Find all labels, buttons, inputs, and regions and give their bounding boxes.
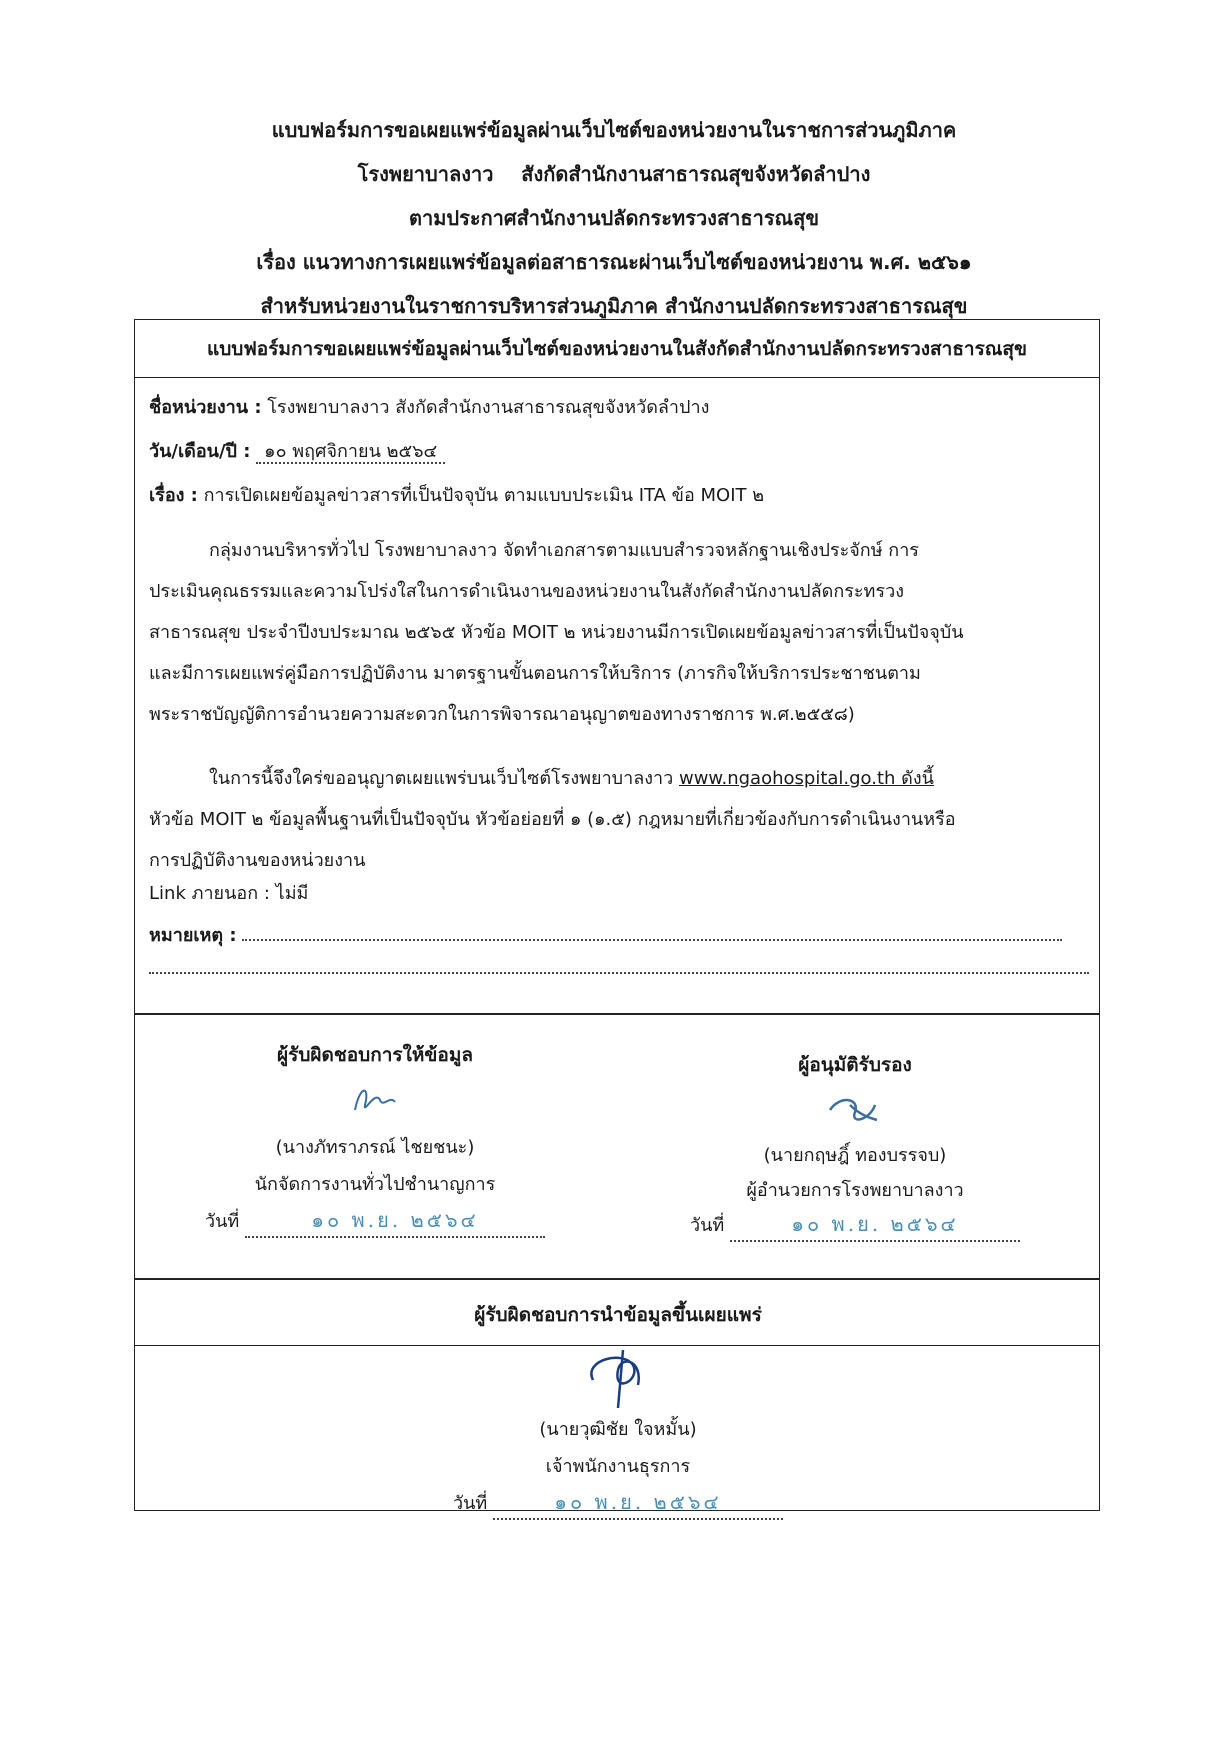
form-title: แบบฟอร์มการขอเผยแพร่ข้อมูลผ่านเว็บไซต์ของหน่วยงานในสังกัดสำนักงานปลัดกระทรวงสาธารณสุข [135, 320, 1099, 378]
agency-row [149, 392, 709, 421]
approver-date-label: วันที่ [689, 1215, 725, 1236]
header-line-5: สำหรับหน่วยงานในราชการบริหารส่วนภูมิภาค สำนักงานปลัดกระทรวงสาธารณสุข [260, 294, 968, 318]
publisher-position: เจ้าพนักงานธุรการ [545, 1456, 691, 1477]
provider-date-handwritten: ๑๐ พ.ย. ๒๕๖๔ [311, 1208, 479, 1232]
provider-date-line [245, 1204, 545, 1238]
paragraph-1-line: และมีการเผยแพร่คู่มือการปฏิบัติงาน มาตรฐานขั้นตอนการให้บริการ (ภารกิจให้บริการประชาชนตาม [149, 663, 921, 684]
agency-value: โรงพยาบาลงาว สังกัดสำนักงานสาธารณสุขจังหวัดลำปาง [267, 397, 710, 418]
publisher-signature-icon [563, 1340, 673, 1410]
publisher-sign-block [418, 1300, 818, 1520]
date-label: วัน/เดือน/ปี : [149, 441, 251, 462]
provider-date-label: วันที่ [204, 1211, 240, 1232]
approver-title: ผู้อนุมัติรับรอง [798, 1054, 912, 1076]
publisher-name: (นายวุฒิชัย ใจหมั้น) [539, 1419, 697, 1440]
remark-dotted-line [242, 925, 1062, 941]
header-line-3: ตามประกาศสำนักงานปลัดกระทรวงสาธารณสุข [408, 206, 819, 230]
provider-title: ผู้รับผิดชอบการให้ข้อมูล [277, 1044, 473, 1066]
remark-row [149, 920, 1062, 949]
approver-signature-icon [815, 1090, 895, 1130]
date-row [149, 436, 445, 465]
header-line-4: เรื่อง แนวทางการเผยแพร่ข้อมูลต่อสาธารณะผ่านเว็บไซต์ของหน่วยงาน พ.ศ. ๒๕๖๑ [256, 250, 972, 274]
provider-date-row [175, 1204, 575, 1238]
publisher-date-row [418, 1486, 818, 1520]
paragraph-2-line: การปฏิบัติงานของหน่วยงาน [149, 850, 366, 871]
header-line-2: โรงพยาบาลงาว สังกัดสำนักงานสาธารณสุขจังหวัดลำปาง [357, 162, 871, 186]
publisher-title: ผู้รับผิดชอบการนำข้อมูลขึ้นเผยแพร่ [474, 1304, 762, 1326]
form-box [134, 319, 1100, 1514]
approver-date-handwritten: ๑๐ พ.ย. ๒๕๖๔ [791, 1212, 959, 1236]
paragraph-2 [149, 758, 1089, 881]
paragraph-2-prefix: ในการนี้จึงใคร่ขออนุญาตเผยแพร่บนเว็บไซต์โรงพยาบาลงาว [209, 768, 674, 789]
subject-value: การเปิดเผยข้อมูลข่าวสารที่เป็นปัจจุบัน ตามแบบประเมิน ITA ข้อ MOIT ๒ [203, 485, 765, 506]
approver-date-row [655, 1208, 1055, 1242]
website-link[interactable]: www.ngaohospital.go.th ดังนี้ [678, 768, 934, 789]
paragraph-1-line: พระราชบัญญัติการอำนวยความสะดวกในการพิจารณาอนุญาตของทางราชการ พ.ศ.๒๕๕๘) [149, 704, 855, 725]
date-value: ๑๐ พฤศจิกายน ๒๕๖๔ [256, 441, 445, 464]
provider-name: (นางภัทราภรณ์ ไชยชนะ) [275, 1137, 475, 1158]
approver-date-line [730, 1208, 1020, 1242]
link-value: ไม่มี [275, 883, 309, 904]
provider-sign-block [175, 1040, 575, 1238]
paragraph-1-line: ประเมินคุณธรรมและความโปร่งใสในการดำเนินงานของหน่วยงานในสังกัดสำนักงานปลัดกระทรวง [149, 581, 904, 602]
paragraph-1-line: กลุ่มงานบริหารทั่วไป โรงพยาบาลงาว จัดทำเอกสารตามแบบสำรวจหลักฐานเชิงประจักษ์ การ [209, 540, 919, 561]
publisher-date-label: วันที่ [452, 1493, 488, 1514]
link-row [149, 878, 308, 907]
provider-position: นักจัดการงานทั่วไปชำนาญการ [254, 1174, 496, 1195]
paragraph-2-line: หัวข้อ MOIT ๒ ข้อมูลพื้นฐานที่เป็นปัจจุบัน หัวข้อย่อยที่ ๑ (๑.๕) กฎหมายที่เกี่ยวข้องกับการดำเนินงานหรือ [149, 809, 956, 830]
subject-label: เรื่อง : [149, 485, 198, 506]
approver-sign-block [655, 1050, 1055, 1242]
subject-row [149, 480, 764, 509]
remark-row-2 [149, 958, 1089, 979]
header-line-1: แบบฟอร์มการขอเผยแพร่ข้อมูลผ่านเว็บไซต์ของหน่วยงานในราชการส่วนภูมิภาค [271, 118, 957, 142]
paragraph-1 [149, 530, 1089, 735]
provider-signature-icon [335, 1080, 415, 1120]
publisher-date-handwritten: ๑๐ พ.ย. ๒๕๖๔ [554, 1490, 722, 1514]
document-header [0, 108, 1228, 328]
paragraph-1-line: สาธารณสุข ประจำปีงบประมาณ ๒๕๖๕ หัวข้อ MOIT ๒ หน่วยงานมีการเปิดเผยข้อมูลข่าวสารที่เป็นปัจจุบัน [149, 622, 964, 643]
approver-name: (นายกฤษฎิ์ ทองบรรจบ) [763, 1145, 947, 1166]
publisher-date-line [493, 1486, 783, 1520]
agency-label: ชื่อหน่วยงาน : [149, 397, 262, 418]
remark-dotted-line [149, 958, 1089, 974]
link-label: Link ภายนอก : [149, 883, 270, 904]
divider [135, 1278, 1099, 1280]
divider [135, 1013, 1099, 1015]
paragraph-2-line [149, 758, 1089, 799]
remark-label: หมายเหตุ : [149, 925, 237, 946]
approver-position: ผู้อำนวยการโรงพยาบาลงาว [746, 1180, 964, 1201]
